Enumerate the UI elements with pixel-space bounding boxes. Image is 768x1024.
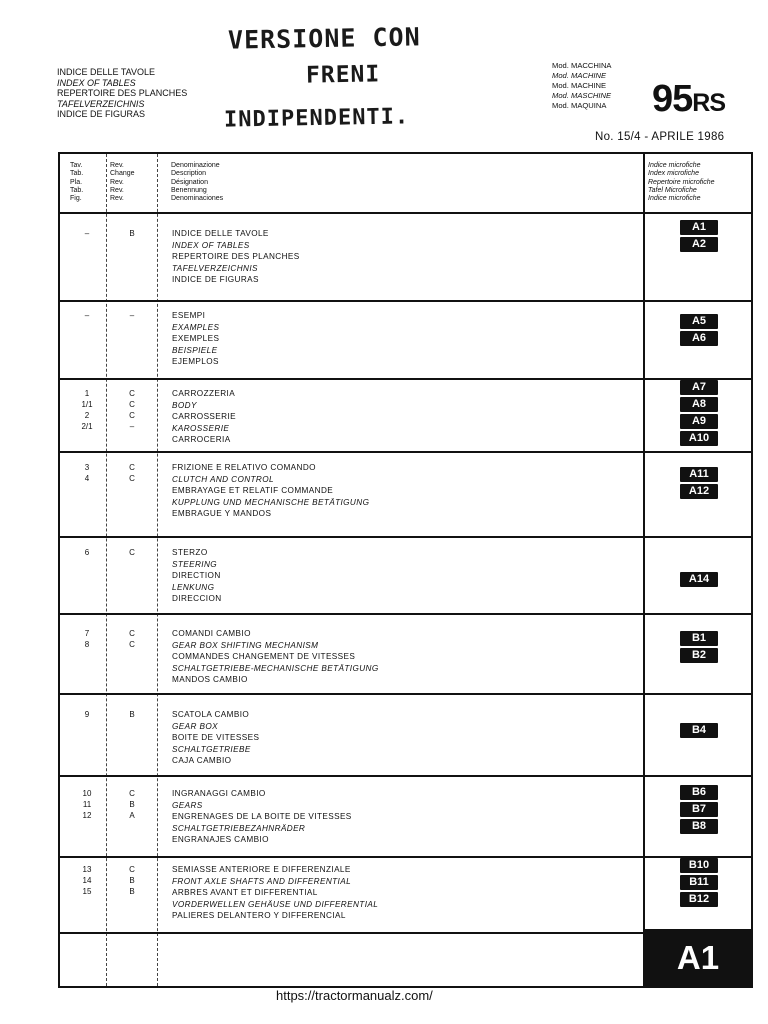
section-microfiche-badges [680,572,718,587]
section-name-line: DIRECCION [172,594,222,604]
section-name-line: ARBRES AVANT ET DIFFERENTIAL [172,888,318,898]
table-section [60,856,751,934]
page-number-badge: A1 [645,929,751,986]
table-section [60,451,751,538]
model-label-line: Mod. MAQUINA [552,101,607,110]
header-label: Rev. [110,178,124,186]
section-name-line: INGRANAGGI CAMBIO [172,789,266,798]
table-section [60,693,751,777]
revision-code: B [129,710,135,719]
section-table-refs [72,462,102,484]
header-label: Denominaciones [171,195,224,203]
model-number: 95RS [652,78,726,120]
section-names [172,709,259,767]
microfiche-badge: B4 [680,723,718,738]
microfiche-badge: B6 [680,785,718,800]
microfiche-badge: A5 [680,314,718,329]
section-name-line: MANDOS CAMBIO [172,675,248,685]
section-name-line: FRIZIONE E RELATIVO COMANDO [172,463,316,472]
microfiche-badge: B7 [680,802,718,817]
section-revisions [114,462,150,484]
section-name-line: CARROSSERIE [172,412,236,422]
section-name-line: CLUTCH AND CONTROL [172,474,274,484]
section-names [172,547,222,605]
section-microfiche-badges [680,723,718,738]
section-names [172,310,219,368]
revision-code: C [129,463,135,472]
table-ref: 15 [82,887,92,896]
table-ref: 7 [84,629,90,638]
section-name-line: TAFELVERZEICHNIS [172,263,258,273]
header-label: Rev. [110,186,124,194]
section-name-line: CARROZZERIA [172,389,236,398]
header-label: Index microfiche [648,170,699,178]
section-name-line: SCHALTGETRIEBE-MECHANISCHE BETÄTIGUNG [172,663,379,673]
microfiche-badge: B12 [680,892,718,907]
section-name-line: GEARS [172,800,203,810]
header-revision-column [110,162,135,203]
header-label: Tab. [70,170,84,178]
section-names [172,628,379,686]
section-revisions [114,788,150,821]
microfiche-badge: A9 [680,414,718,429]
section-revisions [114,709,150,720]
section-name-line: STERZO [172,548,208,557]
header-table-column [70,162,83,203]
table-ref: 2/1 [81,422,93,431]
table-section [60,212,751,302]
revision-code: – [129,422,135,431]
index-title-line: INDEX OF TABLES [57,77,136,88]
table-section [60,300,751,380]
section-name-line: CARROCERIA [172,435,231,445]
table-ref: 8 [84,640,90,649]
header-description-column [171,162,223,203]
section-name-line: SCHALTGETRIEBE [172,744,251,754]
microfiche-badge: A1 [680,220,718,235]
table-ref: – [84,229,90,238]
table-header [60,154,751,214]
table-section [60,378,751,453]
revision-code: C [129,400,135,409]
header-label: Tafel Microfiche [648,186,697,194]
section-table-refs [72,709,102,720]
handwritten-note-line-3: INDIPENDENTI. [223,104,410,133]
table-ref: 13 [82,865,92,874]
revision-code: C [129,389,135,398]
section-microfiche-badges [680,380,718,446]
header-label: Change [110,170,135,178]
table-section [60,536,751,615]
section-name-line: CAJA CAMBIO [172,756,232,766]
section-table-refs [72,788,102,821]
section-table-refs [72,228,102,239]
revision-code: C [129,629,135,638]
section-name-line: INDEX OF TABLES [172,240,250,250]
section-microfiche-badges [680,631,718,663]
table-ref: 14 [82,876,92,885]
table-ref: 10 [82,789,92,798]
revision-code: C [129,411,135,420]
section-name-line: PALIERES DELANTERO Y DIFFERENCIAL [172,911,346,921]
section-name-line: ENGRENAGES DE LA BOITE DE VITESSES [172,812,352,822]
header-microfiche-column [648,162,715,203]
section-table-refs [72,864,102,897]
section-names [172,228,300,286]
section-name-line: INDICE DE FIGURAS [172,275,259,285]
microfiche-badge: B1 [680,631,718,646]
model-label-line: Mod. MACCHINA [552,61,612,70]
revision-code: C [129,474,135,483]
header-label: Denominazione [171,162,220,169]
section-revisions [114,388,150,432]
microfiche-badge: A6 [680,331,718,346]
model-label-line: Mod. MACHINE [552,71,607,80]
table-ref: 1 [84,389,90,398]
section-name-line: COMMANDES CHANGEMENT DE VITESSES [172,652,356,662]
microfiche-badge: A12 [680,484,718,499]
section-name-line: INDICE DELLE TAVOLE [172,229,269,238]
model-label-block [552,61,612,111]
microfiche-badge: A8 [680,397,718,412]
section-microfiche-badges [680,314,718,346]
table-ref: 12 [82,811,92,820]
section-name-line: GEAR BOX SHIFTING MECHANISM [172,640,319,650]
index-title-block [57,67,187,120]
section-name-line: GEAR BOX [172,721,218,731]
section-name-line: BOITE DE VITESSES [172,733,260,743]
section-table-refs [72,628,102,650]
section-name-line: SCHALTGETRIEBEZAHNRÄDER [172,823,306,833]
index-title-line: TAFELVERZEICHNIS [57,98,145,109]
section-revisions [114,864,150,897]
section-names [172,462,369,520]
revision-code: A [129,811,135,820]
microfiche-badge: A2 [680,237,718,252]
section-name-line: SCATOLA CAMBIO [172,710,250,719]
table-ref: 3 [84,463,90,472]
handwritten-note-line-2: FRENI [305,61,381,89]
header-label: Rev. [110,195,124,203]
section-name-line: EMBRAYAGE ET RELATIF COMMANDE [172,486,334,496]
handwritten-note-line-1: VERSIONE CON [227,22,421,55]
header-label: Tav. [70,162,83,169]
revision-code: C [129,789,135,798]
section-name-line: EMBRAGUE Y MANDOS [172,509,272,519]
table-section [60,775,751,858]
section-revisions [114,310,150,321]
microfiche-badge: A7 [680,380,718,395]
table-ref: – [84,311,90,320]
header-label: Benennung [171,186,207,194]
microfiche-badge: A14 [680,572,718,587]
model-label-line: Mod. MACHINE [552,81,607,90]
index-title-line: REPERTOIRE DES PLANCHES [57,88,188,99]
section-microfiche-badges [680,858,718,907]
section-name-line: BEISPIELE [172,345,218,355]
index-title-line: INDICE DELLE TAVOLE [57,67,156,77]
section-names [172,864,378,922]
document-number: No. 15/4 - APRILE 1986 [595,131,725,143]
section-name-line: KUPPLUNG UND MECHANISCHE BETÄTIGUNG [172,497,370,507]
microfiche-badge: A11 [680,467,718,482]
section-name-line: ENGRANAJES CAMBIO [172,835,269,845]
section-revisions [114,228,150,239]
revision-code: B [129,876,135,885]
section-table-refs [72,310,102,321]
section-name-line: LENKUNG [172,582,215,592]
header-label: Pla. [70,178,83,186]
section-names [172,388,236,446]
microfiche-badge: A10 [680,431,718,446]
section-revisions [114,628,150,650]
revision-code: C [129,640,135,649]
microfiche-badge: B11 [680,875,718,890]
section-name-line: REPERTOIRE DES PLANCHES [172,252,300,262]
revision-code: C [129,865,135,874]
section-table-refs [72,547,102,558]
section-microfiche-badges [680,785,718,834]
section-name-line: KAROSSERIE [172,423,230,433]
header-label: Fig. [70,195,82,203]
section-name-line: EJEMPLOS [172,357,219,367]
table-ref: 1/1 [81,400,93,409]
footer-url: https://tractormanualz.com/ [276,988,433,1003]
table-ref: 6 [84,548,90,557]
header-label: Désignation [171,178,208,186]
table-section [60,613,751,695]
model-label-line: Mod. MASCHINE [552,91,612,100]
microfiche-badge: B8 [680,819,718,834]
revision-code: B [129,887,135,896]
section-microfiche-badges [680,467,718,499]
section-name-line: EXAMPLES [172,322,220,332]
header-label: Rev. [110,162,124,169]
header-label: Tab. [70,186,84,194]
table-ref: 9 [84,710,90,719]
section-name-line: SEMIASSE ANTERIORE E DIFFERENZIALE [172,865,351,874]
table-ref: 2 [84,411,90,420]
revision-code: – [129,311,135,320]
section-names [172,788,352,846]
section-name-line: BODY [172,400,197,410]
header-label: Description [171,170,207,178]
index-table [58,152,753,988]
section-revisions [114,547,150,558]
section-microfiche-badges [680,220,718,252]
revision-code: C [129,548,135,557]
header-label: Indice microfiche [648,162,701,169]
section-table-refs [72,388,102,432]
section-name-line: DIRECTION [172,571,221,581]
microfiche-badge: B2 [680,648,718,663]
table-ref: 4 [84,474,90,483]
header-label: Indice microfiche [648,195,701,203]
section-name-line: FRONT AXLE SHAFTS AND DIFFERENTIAL [172,876,352,886]
table-ref: 11 [82,800,92,809]
header-label: Repertoire microfiche [648,178,715,186]
section-name-line: ESEMPI [172,311,206,320]
microfiche-badge: B10 [680,858,718,873]
section-name-line: EXEMPLES [172,334,220,344]
revision-code: B [129,229,135,238]
index-title-line: INDICE DE FIGURAS [57,109,146,120]
section-name-line: STEERING [172,559,218,569]
revision-code: B [129,800,135,809]
section-name-line: COMANDI CAMBIO [172,629,251,638]
section-name-line: VORDERWELLEN GEHÄUSE UND DIFFERENTIAL [172,899,379,909]
